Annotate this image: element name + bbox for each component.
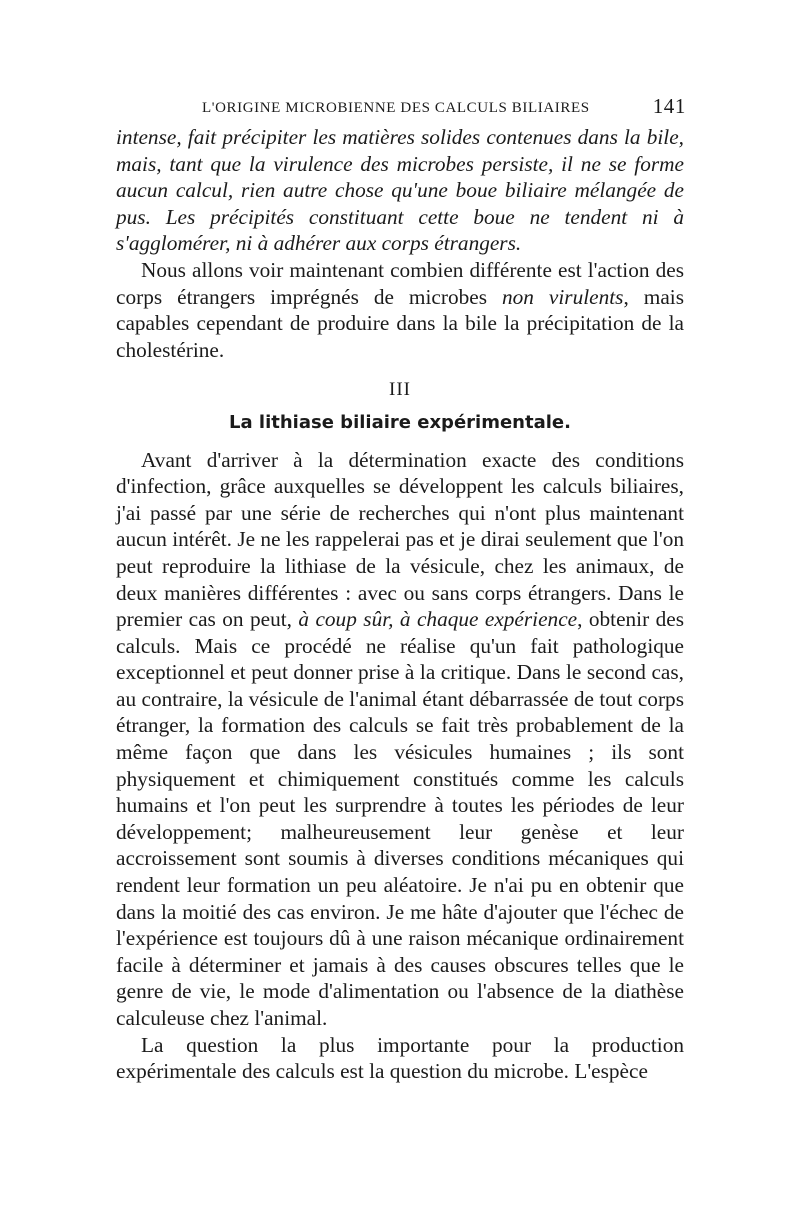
running-title: L'ORIGINE MICROBIENNE DES CALCULS BILIAIRES <box>202 100 590 116</box>
italic-passage: intense, fait précipiter les matières solides contenues dans la bile, mais, tant que la virulence des microbes persiste, il ne se forme aucun calcul, rien autre chose qu'une boue biliaire mélangée de pus. Les précipités constituant cette boue ne tendent ni à s'agglomérer, ni à adhérer aux corps étrangers. <box>116 125 684 256</box>
italic-run: à coup sûr, à chaque expérience <box>298 607 578 632</box>
page-number: 141 <box>652 94 686 118</box>
text-run: La question la plus importante pour la production expérimentale des calculs est la question du microbe. L'espèce <box>116 1032 684 1084</box>
text-run: Avant d'arriver à la détermination exacte des conditions d'infection, grâce auxquelles se développent les calculs biliaires, j'ai passé par une série de recherches qui n'ont plus maintenant aucun intérêt. Je ne les rappelerai pas et je dirai seulement que l'on peut reproduire la lithiase de la vésicule, chez les animaux, de deux manières différentes : avec ou sans corps étrangers. Dans le premier cas on peut, <box>116 447 684 632</box>
body-text <box>116 124 684 1085</box>
paragraph <box>116 1032 684 1085</box>
text-run: Nous allons voir maintenant combien différente est l'action des corps étrangers imprégnés de microbes <box>116 257 684 309</box>
section-title: La lithiase biliaire expérimentale. <box>229 411 571 433</box>
paragraph <box>116 447 684 1032</box>
italic-run: non virulents <box>501 284 624 309</box>
text-run: , obtenir des calculs. Mais ce procédé ne réalise qu'un fait pathologique exceptionnel et peut donner prise à la critique. Dans le second cas, au contraire, la vésicule de l'animal étant débarrassée de tout corps étranger, la formation des calculs se fait très probablement de la même façon que dans les vésicules humaines ; ils sont physiquement et chimiquement constitués comme les calculs humains et l'on peut les surprendre à toutes les périodes de leur développement; malheureusement leur genèse et leur accroissement sont soumis à diverses conditions mécaniques qui rendent leur formation un peu aléatoire. Je n'ai pu en obtenir que dans la moitié des cas environ. Je me hâte d'ajouter que l'échec de l'expérience est toujours dû à une raison mécanique ordinairement facile à déterminer et jamais à des causes obscures telles que le genre de vie, le mode d'alimentation ou l'absence de la diathèse calculeuse chez l'animal. <box>116 607 684 1030</box>
section-numeral: III <box>389 379 411 401</box>
paragraph-continued <box>116 124 684 257</box>
text-run: , mais capables cependant de produire dans la bile la précipitation de la cholestérine. <box>116 284 684 362</box>
running-header <box>116 94 684 124</box>
book-page <box>116 94 684 1085</box>
paragraph <box>116 257 684 363</box>
